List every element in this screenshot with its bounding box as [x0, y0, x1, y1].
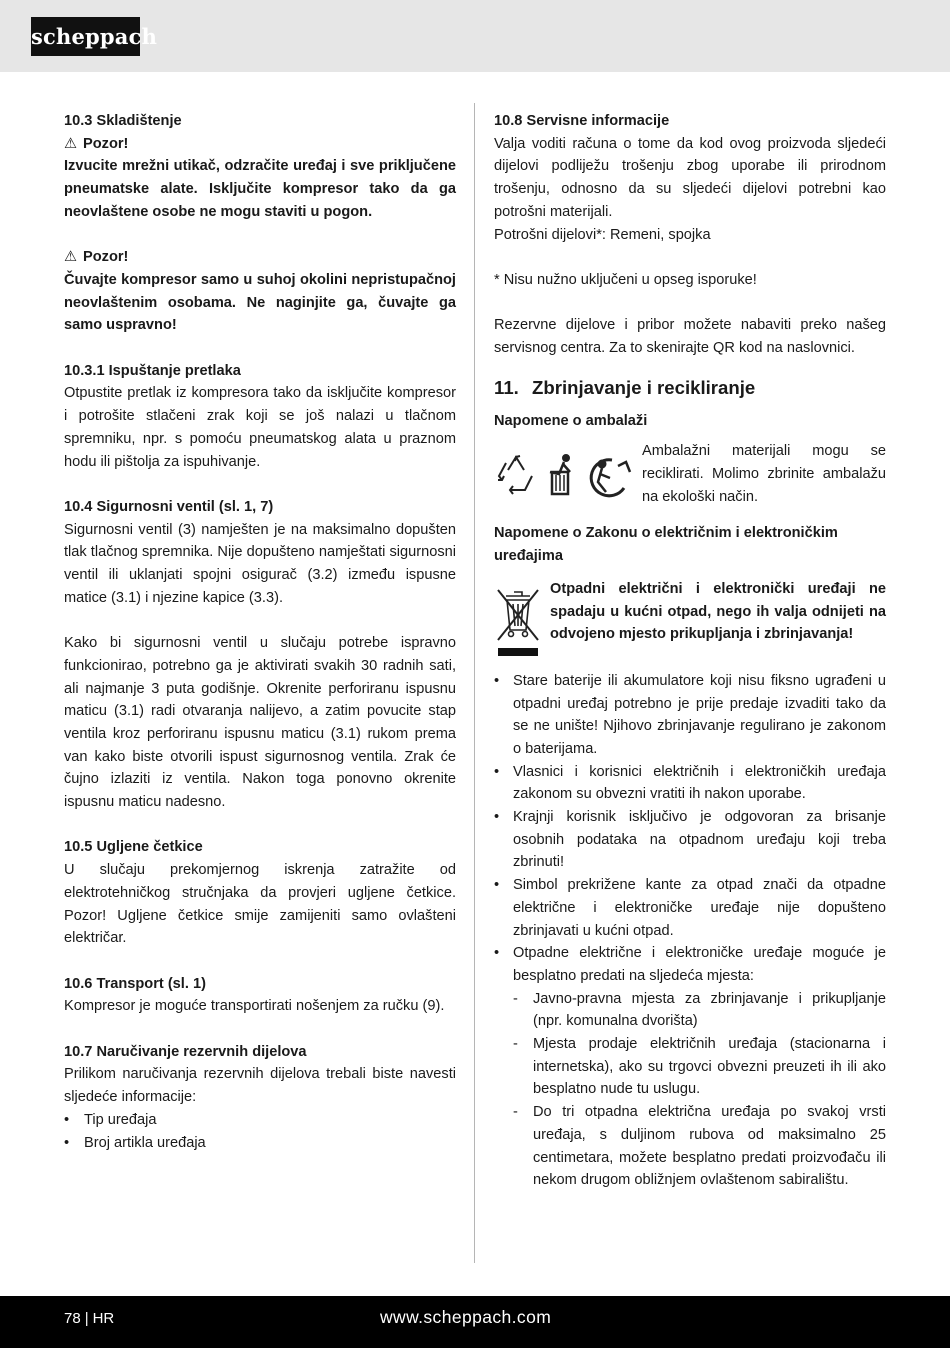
warning-2-label: ⚠ Pozor!	[64, 246, 456, 269]
packaging-text: Ambalažni materijali mogu se reciklirati. Molimo zbrinite ambalažu na ekološki način.	[642, 443, 886, 505]
section-10-7-text: Prilikom naručivanja rezervnih dijelova trebali biste navesti sljedeće informacije:	[64, 1066, 456, 1106]
section-10-3-1-text: Otpustite pretlak iz kompresora tako da isključite kompresor i potrošite stlačeni zrak koji se još nalazi u tlačnom spremniku, npr. s pomoću pneumatskog alata u praznom hodu ili pištolja za ispuhivanje.	[64, 385, 456, 470]
recycle-person-icon	[591, 460, 630, 496]
packaging-row	[494, 440, 886, 510]
consumable-parts: Potrošni dijelovi*: Remeni, spojka	[494, 226, 711, 243]
list-item: • Otpadne električne i elektroničke uređaje moguće je besplatno predati na sljedeća mjesta:	[494, 945, 886, 984]
recycle-icon	[498, 456, 532, 494]
section-10-4-title: 10.4 Sigurnosni ventil (sl. 1, 7)	[64, 498, 274, 515]
list-item: • Tip uređaja	[64, 1111, 157, 1128]
section-10-8-text: Valja voditi računa o tome da kod ovog proizvoda sljedeći dijelovi podliježu trošenju zbog uporabe ili prirodnom trošenju, odnosno da su sljedeći dijelovi potrebni kao potrošni materijali.	[494, 135, 886, 220]
website-link[interactable]: www.scheppach.com	[380, 1307, 552, 1327]
warning-1-label: ⚠ Pozor!	[64, 133, 456, 156]
weee-row	[494, 578, 886, 670]
right-column	[494, 110, 886, 1192]
crossed-bin-icon	[494, 582, 542, 662]
page-footer	[0, 1296, 950, 1348]
page-header	[0, 0, 950, 72]
warning-1-text: Izvucite mrežni utikač, odzračite uređaj i sve priključene pneumatske alate. Isključite kompresor tako da ga neovlaštene osobe ne mogu staviti u pogon.	[64, 158, 456, 220]
section-10-5-title: 10.5 Ugljene četkice	[64, 839, 203, 856]
weee-bullet-list	[494, 670, 886, 988]
list-item: • Simbol prekrižene kante za otpad znači da otpadne električne i elektroničke uređaje nije dopušteno zbrinjavati u kućni otpad.	[494, 877, 886, 939]
section-10-6-text: Kompresor je moguće transportirati nošenjem za ručku (9).	[64, 998, 445, 1015]
recycling-icons	[494, 450, 640, 500]
section-10-4-text-2: Kako bi sigurnosni ventil u slučaju potrebe ispravno funkcionirao, potrebno ga je aktivirati svakih 30 radnih sati, ali najmanje 3 puta godišnje. Okrenite perforiranu ispusnu maticu (3.1) radi otvaranja nalijevo, a zatim povucite stap ventila kroz perforiranu ispusnu maticu (3.1) rukom prema van kako biste otvorili ispust sigurnosnog ventila. Zrak će čujno izlaziti iz ventila. Nakon toga ponovno okrenite ispusnu maticu nadesno.	[64, 635, 456, 811]
spare-parts-text: Rezervne dijelove i pribor možete nabaviti preko našeg servisnog centra. Za to skenirajte QR kod na naslovnici.	[494, 317, 886, 356]
list-item: • Krajnji korisnik isključivo je odgovoran za brisanje osobnih podataka na otpadnom uređaju koji treba zbrinuti!	[494, 809, 886, 871]
section-10-8-title: 10.8 Servisne informacije	[494, 113, 670, 129]
section-11-heading: 11. Zbrinjavanje i recikliranje	[494, 376, 756, 398]
section-10-3-1-title: 10.3.1 Ispuštanje pretlaka	[64, 362, 241, 379]
section-10-4-text-1: Sigurnosni ventil (3) namješten je na maksimalno dopušten tlak tlačnog spremnika. Nije dopušteno namještati sigurnosni ventil ili uklanjati spojni osigurač (3.2) između ispusne matice (3.1) i njezine kapice (3.3).	[64, 521, 456, 606]
section-10-5-text: U slučaju prekomjernog iskrenja zatražite od elektrotehničkog stručnjaka da provjeri ugljene četkice. Pozor! Ugljene četkice smije zamijeniti samo ovlašteni električar.	[64, 862, 456, 947]
weee-warning: Otpadni električni i elektronički uređaji ne spadaju u kućni otpad, nego ih valja odnijeti na odvojeno mjesto prikupljanja i zbrinjavanja!	[550, 580, 886, 643]
page-number: 78 | HR	[64, 1310, 115, 1327]
scope-note: * Nisu nužno uključeni u opseg isporuke!	[494, 271, 757, 288]
list-item: • Vlasnici i korisnici električnih i elektroničkih uređaja zakonom su obvezni vratiti ih nakon uporabe.	[494, 763, 886, 803]
list-item: - Javno-pravna mjesta za zbrinjavanje i prikupljanje (npr. komunalna dvorišta)	[513, 990, 886, 1030]
list-item: • Broj artikla uređaja	[64, 1134, 206, 1151]
warning-2-text: Čuvajte kompresor samo u suhoj okolini nepristupačnoj neovlaštenim osobama. Ne naginjite ga, čuvajte ga samo uspravno!	[64, 271, 456, 334]
section-10-6-title: 10.6 Transport (sl. 1)	[64, 975, 206, 992]
list-item: - Mjesta prodaje električnih uređaja (stacionarna i internetska), ako su trgovci obvezni preuzeti ih ili ako besplatno nude tu uslugu.	[513, 1036, 886, 1098]
left-column	[64, 110, 456, 1154]
warning-triangle-icon: ⚠	[64, 249, 78, 266]
weee-title: Napomene o Zakonu o električnim i elektroničkim uređajima	[494, 525, 838, 565]
warning-triangle-icon: ⚠	[64, 135, 78, 152]
collection-points-list	[513, 988, 886, 1192]
section-10-3-title: 10.3 Skladištenje	[64, 113, 182, 129]
scheppach-logo: scheppach	[31, 17, 140, 56]
order-info-list	[64, 1109, 456, 1154]
packaging-title: Napomene o ambalaži	[494, 412, 648, 429]
column-divider	[474, 103, 475, 1263]
list-item: • Stare baterije ili akumulatore koji nisu fiksno ugrađeni u otpadni uređaj potrebno je prije predaje izvaditi tako da se ne unište! Njihovo zbrinjavanje regulirano je zakonom o baterijama.	[494, 672, 886, 757]
bin-person-icon	[550, 455, 570, 495]
list-item: - Do tri otpadna električna uređaja po svakoj vrsti uređaja, s duljinom rubova od maksimalno 25 centimetara, možete besplatno predati proizvođaču ili nekom drugom obližnjem ovlaštenom sabiralištu.	[513, 1104, 886, 1189]
section-10-7-title: 10.7 Naručivanje rezervnih dijelova	[64, 1043, 307, 1060]
